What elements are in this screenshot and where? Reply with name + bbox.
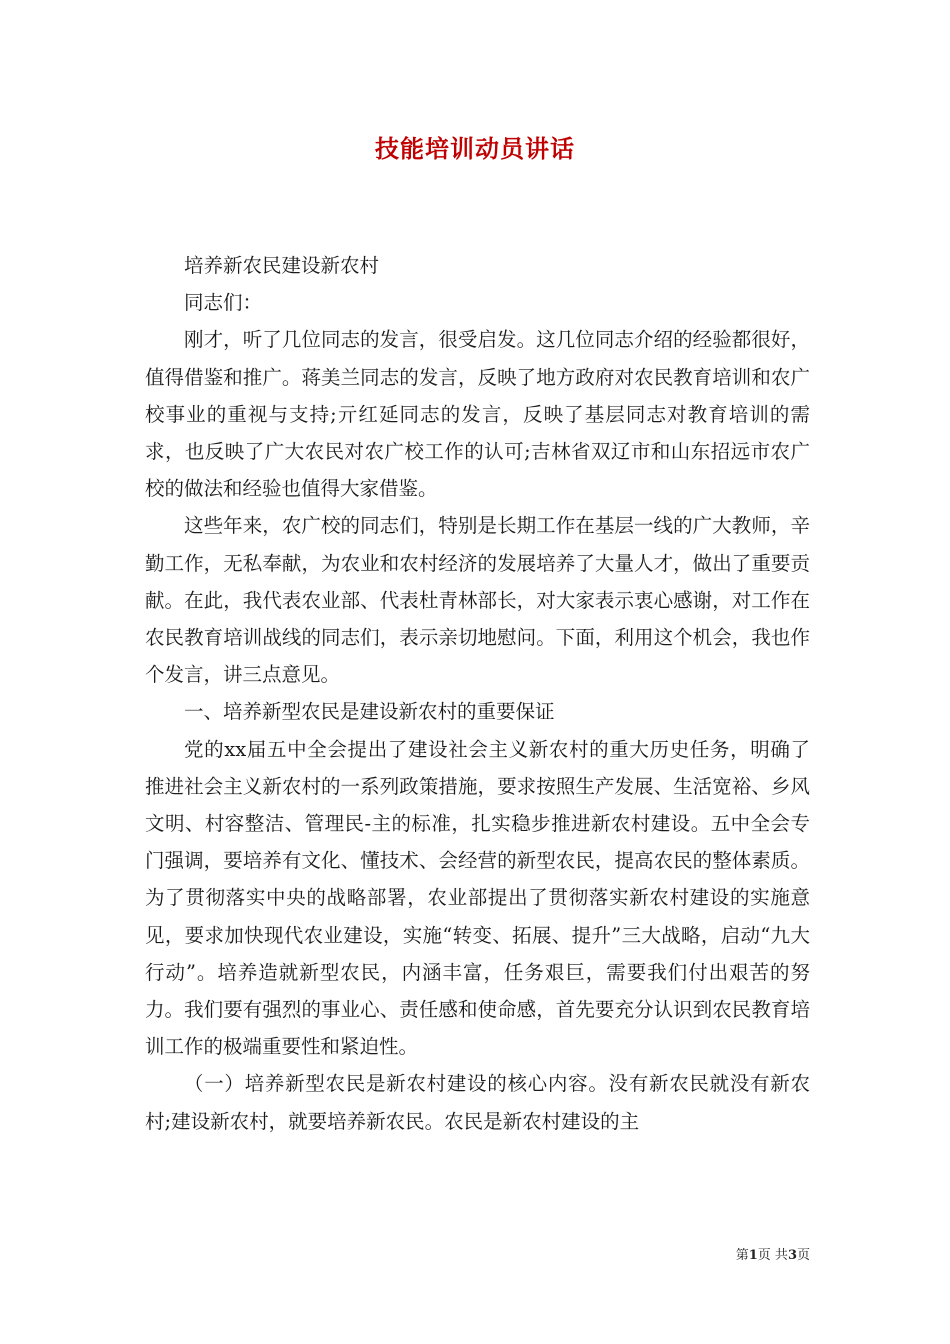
body-paragraph: 党的xx届五中全会提出了建设社会主义新农村的重大历史任务，明确了推进社会主义新农村的一系列政策措施，要求按照生产发展、生活宽裕、乡风文明、村容整洁、管理民-主的标准，扎实稳步推进新农村建设。五中全会专门强调，要培养有文化、懂技术、会经营的新型农民，提高农民的整体素质。为了贯彻落实中央的战略部署，农业部提出了贯彻落实新农村建设的实施意见，要求加快现代农业建设，实施“转变、拓展、提升”三大战略，启动“九大行动”。培养造就新型农民，内涵丰富，任务艰巨，需要我们付出艰苦的努力。我们要有强烈的事业心、责任感和使命感，首先要充分认识到农民教育培训工作的极端重要性和紧迫性。 [145,737,810,1059]
body-paragraph: （一）培养新型农民是新农村建设的核心内容。没有新农民就没有新农村;建设新农村，就要培养新农民。农民是新农村建设的主 [145,1072,810,1133]
footer-suffix: 页 [796,1248,810,1263]
section-heading: 一、培养新型农民是建设新农村的重要保证 [184,700,555,724]
document-title: 技能培训动员讲话 [375,134,575,163]
footer-prefix: 第 [735,1248,749,1263]
footer-middle: 页 共 [757,1248,788,1263]
body-paragraph: 刚才，听了几位同志的发言，很受启发。这几位同志介绍的经验都很好，值得借鉴和推广。蒋美兰同志的发言，反映了地方政府对农民教育培训和农广校事业的重视与支持;亓红延同志的发言，反映了基层同志对教育培训的需求，也反映了广大农民对农广校工作的认可;吉林省双辽市和山东招远市农广校的做法和经验也值得大家借鉴。 [145,328,810,501]
page-footer [700,1247,810,1265]
current-page-number: 1 [748,1248,758,1263]
salutation-paragraph: 同志们： [184,291,263,315]
subtitle-paragraph: 培养新农民建设新农村 [184,254,380,277]
body-paragraph: 这些年来，农广校的同志们，特别是长期工作在基层一线的广大教师，辛勤工作，无私奉献，为农业和农村经济的发展培养了大量人才，做出了重要贡献。在此，我代表农业部、代表杜青林部长，对大家表示衷心感谢，对工作在农民教育培训战线的同志们，表示亲切地慰问。下面，利用这个机会，我也作个发言，讲三点意见。 [145,514,810,687]
total-pages-number: 3 [787,1248,797,1263]
document-body [145,247,810,1140]
